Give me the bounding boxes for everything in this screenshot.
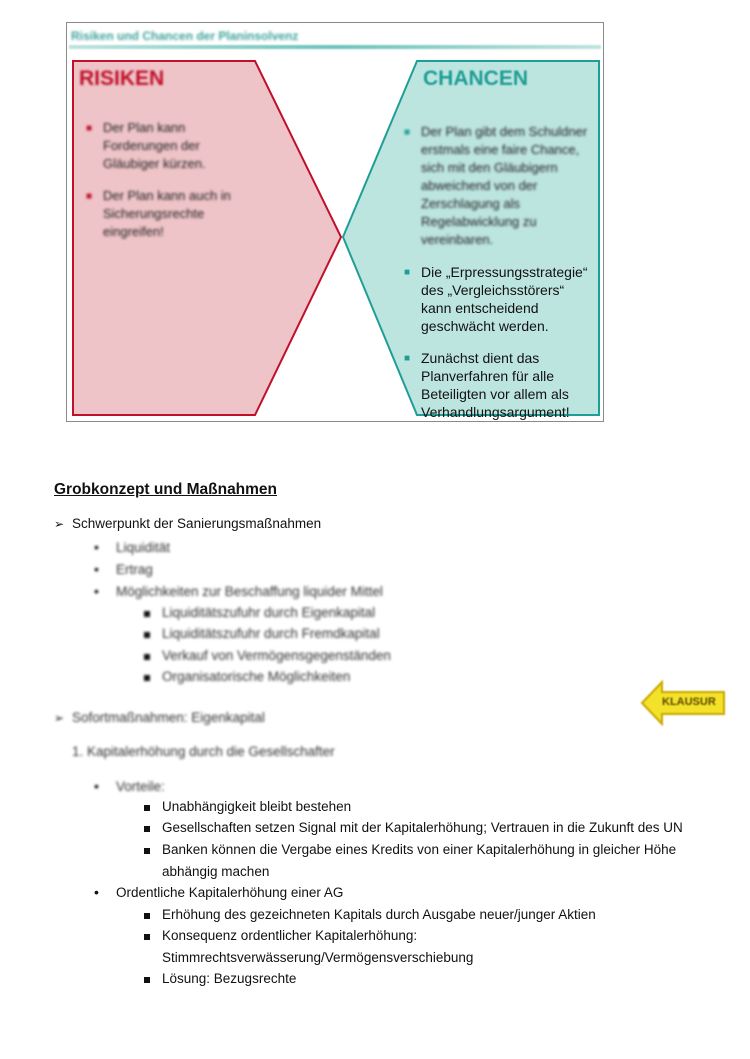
capital-increase-heading: 1. Kapitalerhöhung durch die Gesellschafter [72,744,335,759]
ag-item-continued: Stimmrechtsverwässerung/Vermögensverschiebung [162,950,474,965]
chance-item: ■ Zunächst dient das Planverfahren für alle Beteiligten vor allem als Verhandlungsargument! [404,350,570,420]
ag-item: Lösung: Bezugsrechte [162,971,297,986]
advantage-item: Unabhängigkeit bleibt bestehen [162,799,352,814]
chance-item: ■ Der Plan gibt dem Schuldner erstmals eine faire Chance, sich mit den Gläubigern abweichend von der Zerschlagung als Regelabwicklung zu vereinbaren. [404,124,588,247]
focus-item: Möglichkeiten zur Beschaffung liquider Mittel [116,584,383,599]
klausur-badge [640,680,726,726]
square-bullet-icon [144,611,150,617]
liquidity-item: Verkauf von Vermögensgegenständen [162,648,391,663]
focus-item: Ertrag [116,562,153,577]
section-heading: Grobkonzept und Maßnahmen [54,481,278,498]
square-bullet-icon [144,826,150,832]
risks-chances-slide [66,22,604,422]
risk-item: ■ Der Plan kann auch in Sicherungsrechte eingreifen! [86,188,231,239]
slide-title: Risiken und Chancen der Planinsolvenz [71,29,299,43]
bullet-dot-icon: • [94,561,99,577]
klausur-label: KLAUSUR [662,696,716,708]
chances-heading: CHANCEN [423,67,528,90]
immediate-measures: Sofortmaßnahmen: Eigenkapital [72,710,265,725]
chance-item: ■ Die „Erpressungsstrategie“ des „Vergleichsstörers“ kann entscheidend geschwächt werden. [404,264,588,334]
advantage-item: Banken können die Vergabe eines Kredits von einer Kapitalerhöhung in gleicher Höhe [162,842,677,857]
focus-label: Schwerpunkt der Sanierungsmaßnahmen [72,516,322,531]
bullet-dot-icon: • [94,583,99,599]
bullet-dot-icon: • [94,778,99,794]
ag-item: Konsequenz ordentlicher Kapitalerhöhung: [162,928,418,943]
arrow-bullet-icon: ➢ [54,517,65,531]
square-bullet-icon [144,934,150,940]
advantage-item-continued: abhängig machen [162,864,270,879]
liquidity-item: Liquiditätszufuhr durch Eigenkapital [162,605,376,620]
liquidity-item: Liquiditätszufuhr durch Fremdkapital [162,626,380,641]
square-bullet-icon [144,848,150,854]
advantages-label: Vorteile: [116,779,165,794]
square-bullet-icon [144,675,150,681]
chances-list [401,123,597,435]
advantage-item: Gesellschaften setzen Signal mit der Kapitalerhöhung; Vertrauen in die Zukunft des UN [162,820,683,835]
focus-item: Liquidität [116,540,171,555]
bullet-dot-icon: • [94,884,99,900]
risk-item: ■ Der Plan kann Forderungen der Gläubiger kürzen. [86,120,206,171]
square-bullet-icon [144,632,150,638]
risks-list [83,119,253,255]
square-bullet-icon [144,977,150,983]
ag-item: Erhöhung des gezeichneten Kapitals durch Ausgabe neuer/junger Aktien [162,907,596,922]
square-bullet-icon [144,654,150,660]
ag-capital-increase-label: Ordentliche Kapitalerhöhung einer AG [116,885,344,900]
square-bullet-icon [144,913,150,919]
bullet-dot-icon: • [94,539,99,555]
liquidity-item: Organisatorische Möglichkeiten [162,669,351,684]
arrow-bullet-icon: ➢ [54,711,65,725]
risks-heading: RISIKEN [79,67,165,90]
square-bullet-icon [144,805,150,811]
